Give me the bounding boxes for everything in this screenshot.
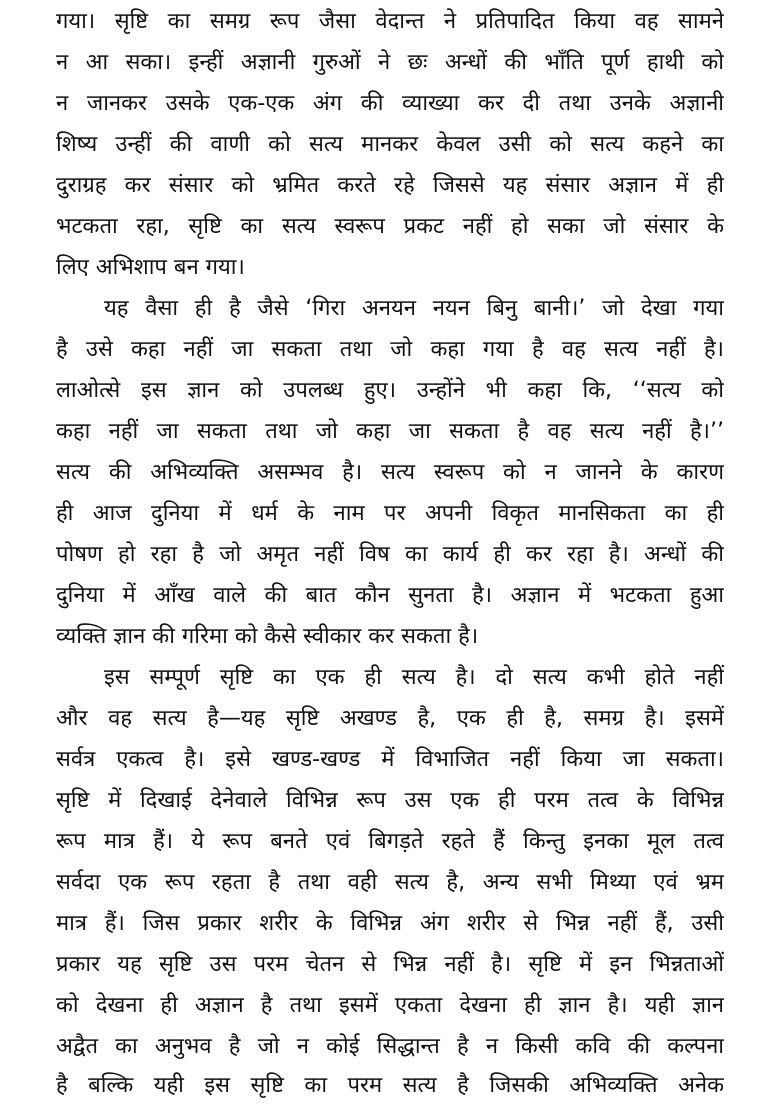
paragraph-1-line-4: शिष्य उन्हीं की वाणी को सत्य मानकर केवल उसी को सत्य कहने का (56, 132, 724, 157)
paragraph-3-line-8: प्रकार यह सृष्टि उस परम चेतन से भिन्न नहीं है। सृष्टि में इन भिन्नताओं (56, 952, 724, 977)
paragraph-3-line-11: है बल्कि यही इस सृष्टि का परम सत्य है जिसकी अभिव्यक्ति अनेक (56, 1073, 724, 1098)
paragraph-1-line-7: लिए अभिशाप बन गया। (56, 255, 245, 280)
paragraph-1-line-2: न आ सका। इन्हीं अज्ञानी गुरुओं ने छः अन्धों की भाँति पूर्ण हाथी को (56, 50, 724, 75)
paragraph-1-line-1: गया। सृष्टि का समग्र रूप जैसा वेदान्त ने प्रतिपादित किया वह सामने (56, 9, 724, 34)
paragraph-3-line-2: और वह सत्य है—यह सृष्टि अखण्ड है, एक ही है, समग्र है। इसमें (56, 706, 724, 731)
paragraph-2-line-7: पोषण हो रहा है जो अमृत नहीं विष का कार्य ही कर रहा है। अन्धों की (56, 542, 724, 567)
paragraph-2-line-5: सत्य की अभिव्यक्ति असम्भव है। सत्य स्वरूप को न जानने के कारण (56, 460, 724, 485)
paragraph-3-line-7: मात्र हैं। जिस प्रकार शरीर के विभिन्न अंग शरीर से भिन्न नहीं हैं, उसी (56, 911, 724, 936)
paragraph-2-line-3: लाओत्से इस ज्ञान को उपलब्ध हुए। उन्होंने भी कहा कि, ‘‘सत्य को (56, 378, 724, 403)
paragraph-2-line-4: कहा नहीं जा सकता तथा जो कहा जा सकता है वह सत्य नहीं है।’’ (56, 419, 724, 444)
paragraph-2-line-8: दुनिया में आँख वाले की बात कौन सुनता है। अज्ञान में भटकता हुआ (56, 583, 724, 608)
paragraph-3-line-10: अद्वैत का अनुभव है जो न कोई सिद्धान्त है न किसी कवि की कल्पना (56, 1034, 724, 1059)
paragraph-3-line-6: सर्वदा एक रूप रहता है तथा वही सत्य है, अन्य सभी मिथ्या एवं भ्रम (56, 870, 724, 895)
paragraph-2-line-9: व्यक्ति ज्ञान की गरिमा को कैसे स्वीकार कर सकता है। (56, 624, 479, 649)
paragraph-2-line-1: यह वैसा ही है जैसे ‘गिरा अनयन नयन बिनु बानी।’ जो देखा गया (104, 296, 724, 321)
paragraph-3-line-5: रूप मात्र हैं। ये रूप बनते एवं बिगड़ते रहते हैं किन्तु इनका मूल तत्व (56, 829, 724, 854)
paragraph-3-line-1: इस सम्पूर्ण सृष्टि का एक ही सत्य है। दो सत्य कभी होते नहीं (104, 665, 724, 690)
paragraph-2-line-6: ही आज दुनिया में धर्म के नाम पर अपनी विकृत मानसिकता का ही (56, 501, 724, 526)
paragraph-3-line-4: सृष्टि में दिखाई देनेवाले विभिन्न रूप उस एक ही परम तत्व के विभिन्न (56, 788, 724, 813)
paragraph-1-line-6: भटकता रहा, सृष्टि का सत्य स्वरूप प्रकट नहीं हो सका जो संसार के (56, 214, 724, 239)
paragraph-3-line-9: को देखना ही अज्ञान है तथा इसमें एकता देखना ही ज्ञान है। यही ज्ञान (56, 993, 724, 1018)
paragraph-1-line-3: न जानकर उसके एक-एक अंग की व्याख्या कर दी तथा उनके अज्ञानी (56, 91, 724, 116)
paragraph-3-line-3: सर्वत्र एकत्व है। इसे खण्ड-खण्ड में विभाजित नहीं किया जा सकता। (56, 747, 724, 772)
paragraph-1-line-5: दुराग्रह कर संसार को भ्रमित करते रहे जिससे यह संसार अज्ञान में ही (56, 173, 724, 198)
paragraph-2-line-2: है उसे कहा नहीं जा सकता तथा जो कहा गया है वह सत्य नहीं है। (56, 337, 724, 362)
